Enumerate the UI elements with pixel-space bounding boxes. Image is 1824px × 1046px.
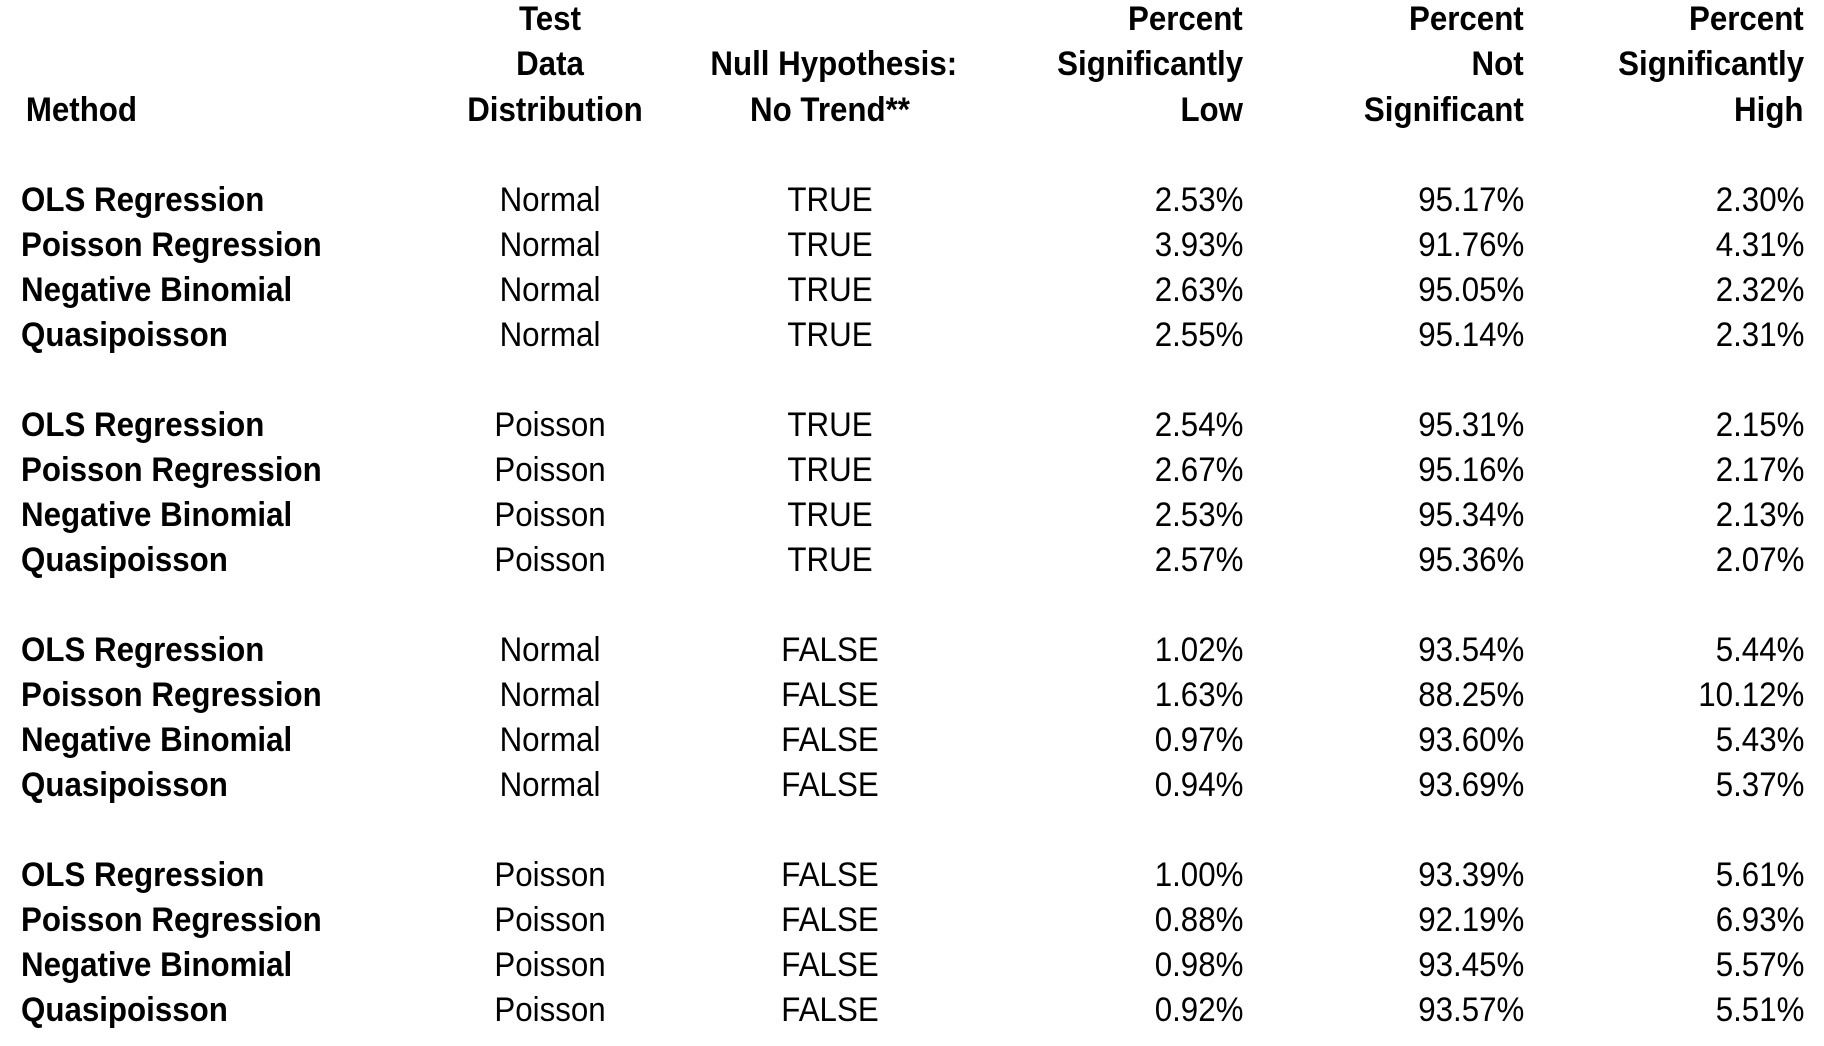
table-row-method: Poisson Regression: [21, 901, 322, 939]
table-row-null: TRUE: [787, 226, 873, 264]
table-row-method: OLS Regression: [21, 406, 265, 444]
table-row-distribution: Normal: [499, 316, 601, 354]
table-row-high: 10.12%: [1697, 676, 1804, 714]
table-row-high: 2.15%: [1715, 406, 1804, 444]
table-row-null: TRUE: [787, 451, 873, 489]
header-low-line1: Percent: [1128, 0, 1243, 38]
table-row-method: Quasipoisson: [21, 991, 228, 1029]
table-row-null: FALSE: [781, 676, 879, 714]
table-row-distribution: Poisson: [494, 991, 606, 1029]
table-row-distribution: Normal: [499, 181, 601, 219]
table-row-null: TRUE: [787, 406, 873, 444]
table-row-low: 2.54%: [1154, 406, 1243, 444]
table-row-distribution: Normal: [499, 226, 601, 264]
table-row-distribution: Normal: [499, 271, 601, 309]
table-row-method: Negative Binomial: [21, 721, 293, 759]
table-row-not-significant: 95.34%: [1417, 496, 1524, 534]
table-row-null: FALSE: [781, 901, 879, 939]
table-row-distribution: Poisson: [494, 901, 606, 939]
table-row-null: FALSE: [781, 856, 879, 894]
table-row-not-significant: 93.60%: [1417, 721, 1524, 759]
table-row-low: 2.55%: [1154, 316, 1243, 354]
table-row-high: 2.07%: [1715, 541, 1804, 579]
table-row-low: 0.97%: [1154, 721, 1243, 759]
table-row-method: Negative Binomial: [21, 496, 293, 534]
table-row-method: Quasipoisson: [21, 316, 228, 354]
header-method: Method: [25, 91, 138, 129]
table-row-low: 2.57%: [1154, 541, 1243, 579]
table-row-null: TRUE: [787, 496, 873, 534]
table-row-not-significant: 95.16%: [1417, 451, 1524, 489]
table-row-null: TRUE: [787, 541, 873, 579]
table-row-not-significant: 88.25%: [1417, 676, 1524, 714]
table-row-low: 2.67%: [1154, 451, 1243, 489]
table-row-null: TRUE: [787, 181, 873, 219]
table-row-high: 6.93%: [1715, 901, 1804, 939]
table-row-high: 2.17%: [1715, 451, 1804, 489]
header-high-line1: Percent: [1689, 0, 1804, 38]
table-row-low: 1.02%: [1154, 631, 1243, 669]
header-not-line1: Percent: [1409, 0, 1524, 38]
table-row-distribution: Poisson: [494, 946, 606, 984]
table-row-not-significant: 93.39%: [1417, 856, 1524, 894]
table-row-null: FALSE: [781, 766, 879, 804]
table-row-method: OLS Regression: [21, 631, 265, 669]
table-row-not-significant: 93.45%: [1417, 946, 1524, 984]
table-row-high: 5.44%: [1715, 631, 1804, 669]
table-row-method: Poisson Regression: [21, 451, 322, 489]
table-row-low: 1.00%: [1154, 856, 1243, 894]
header-not-line3: Significant: [1364, 91, 1524, 129]
table-row-method: Poisson Regression: [21, 676, 322, 714]
table-row-low: 2.53%: [1154, 181, 1243, 219]
table-row-not-significant: 93.69%: [1417, 766, 1524, 804]
table-row-high: 4.31%: [1715, 226, 1804, 264]
table-row-not-significant: 92.19%: [1417, 901, 1524, 939]
table-row-low: 0.92%: [1154, 991, 1243, 1029]
table-row-distribution: Normal: [499, 631, 601, 669]
table-row-distribution: Normal: [499, 721, 601, 759]
table-row-low: 1.63%: [1154, 676, 1243, 714]
table-row-method: OLS Regression: [21, 181, 265, 219]
table-row-low: 0.98%: [1154, 946, 1243, 984]
table-row-method: Quasipoisson: [21, 541, 228, 579]
header-null-line1: Null Hypothesis:: [710, 45, 958, 83]
table-row-not-significant: 95.17%: [1417, 181, 1524, 219]
table-row-method: Quasipoisson: [21, 766, 228, 804]
table-row-method: Negative Binomial: [21, 271, 293, 309]
table-row-distribution: Normal: [499, 766, 601, 804]
table-row-high: 2.13%: [1715, 496, 1804, 534]
table-row-distribution: Poisson: [494, 406, 606, 444]
table-row-high: 2.30%: [1715, 181, 1804, 219]
table-row-method: OLS Regression: [21, 856, 265, 894]
table-row-not-significant: 93.57%: [1417, 991, 1524, 1029]
table-row-high: 2.31%: [1715, 316, 1804, 354]
table-row-high: 5.43%: [1715, 721, 1804, 759]
table-row-null: FALSE: [781, 946, 879, 984]
table-row-low: 0.94%: [1154, 766, 1243, 804]
table-row-high: 2.32%: [1715, 271, 1804, 309]
table-row-distribution: Normal: [499, 676, 601, 714]
table-row-not-significant: 95.05%: [1417, 271, 1524, 309]
table-row-low: 0.88%: [1154, 901, 1243, 939]
table-row-low: 2.63%: [1154, 271, 1243, 309]
table-row-high: 5.57%: [1715, 946, 1804, 984]
table-row-high: 5.61%: [1715, 856, 1804, 894]
table-row-null: FALSE: [781, 631, 879, 669]
table-row-low: 2.53%: [1154, 496, 1243, 534]
header-test-data-line2: Data: [516, 45, 584, 83]
table-row-not-significant: 93.54%: [1417, 631, 1524, 669]
header-test-data-line1: Test: [518, 0, 581, 38]
table-row-null: FALSE: [781, 991, 879, 1029]
table-row-method: Negative Binomial: [21, 946, 293, 984]
table-row-high: 5.51%: [1715, 991, 1804, 1029]
table-row-not-significant: 95.31%: [1417, 406, 1524, 444]
table-row-distribution: Poisson: [494, 856, 606, 894]
table-row-not-significant: 91.76%: [1417, 226, 1524, 264]
header-test-data-line3: Distribution: [467, 91, 643, 129]
table-row-low: 3.93%: [1154, 226, 1243, 264]
table-row-not-significant: 95.36%: [1417, 541, 1524, 579]
header-high-line2: Significantly: [1618, 45, 1804, 83]
table-row-distribution: Poisson: [494, 496, 606, 534]
table-row-not-significant: 95.14%: [1417, 316, 1524, 354]
header-not-line2: Not: [1471, 45, 1524, 83]
table-row-distribution: Poisson: [494, 541, 606, 579]
table-row-null: TRUE: [787, 316, 873, 354]
table-row-distribution: Poisson: [494, 451, 606, 489]
table-row-null: FALSE: [781, 721, 879, 759]
header-null-line2: No Trend**: [750, 91, 910, 129]
header-low-line2: Significantly: [1057, 45, 1243, 83]
table-row-method: Poisson Regression: [21, 226, 322, 264]
header-high-line3: High: [1734, 91, 1804, 129]
table-row-high: 5.37%: [1715, 766, 1804, 804]
header-low-line3: Low: [1180, 91, 1243, 129]
table-row-null: TRUE: [787, 271, 873, 309]
